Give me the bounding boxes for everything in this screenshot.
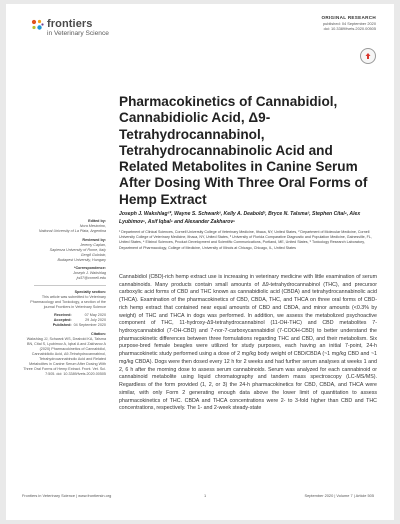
- editor-institution: National University of La Plata, Argentina: [38, 229, 106, 234]
- author-list: Joseph J. Wakshlag¹*, Wayne S. Schwark², Kelly A. Deabold³, Bryce N. Talsma³, Stephen Cital⁴, Alex Lyubimov⁵, Asif Iqbal⁵ and Alexander Zakharov⁵: [119, 211, 361, 225]
- specialty-block: [20, 290, 106, 310]
- correspondence-email[interactable]: jw37@cornell.edu: [76, 276, 106, 281]
- citation-text: Wakshlag JJ, Schwark WS, Deabold KA, Talsma BN, Cital S, Lyubimov A, Iqbal A and Zakharov A (2020) Pharmacokinetics of Cannabidiol, Cannabidiolic Acid, Δ9-Tetrahydrocannabinol, Tetrahydrocannabinolic Acid and Related Metabolites in Canine Serum After Dosing With Three Oral Forms of Hemp Extract. Front. Vet. Sci. 7:505. doi: 10.3389/fvets.2020.00505: [23, 336, 106, 377]
- editor-name: Nora Mestorino,: [79, 224, 106, 229]
- article-sidebar: [20, 219, 106, 381]
- published-date: 04 September 2020: [73, 323, 106, 328]
- abstract-text: Cannabidiol (CBD)-rich hemp extract use is increasing in veterinary medicine with little examination of serum cannabinoids. Many products contain small amounts of Δ9-tetrahydrocannabinol (THC), and precursor carboxylic acid forms of CBD and THC known as cannabidiolic acid (CBDA) and tetrahydrocannabinolic acid (THCA). Examination of the pharmacokinetics of CBD, CBDA, THC, and THCA on three oral forms of CBD-rich hemp extract that contained near equal amounts of CBD and CBDA, and minor amounts (<0.3% by weight) of THC and THCA in dogs was performed. In addition, we assess the metabolized psychoactive component of THC, 11-hydroxy-Δ9-tetrahydrocannabinol (11-OH-THC) and CBD metabolites 7-hydroxycannabidiol (7-OH-CBD) and 7-nor-7-carboxycannabidiol (7-COOH-CBD) to better understand the pharmacokinetic differences between three formulations regarding THC and CBD, and their metabolism. Six purpose-bred female beagles were utilized for study purposes, each having an initial 7-point, 24-h pharmacokinetic study performed using a dose of 2 mg/kg body weight of CBD/CBDA (~1 mg/kg CBD and ~1 mg/kg CBDA). Dogs were then dosed every 12 h for 2 weeks and had further serum analyses at weeks 1 and 2, 6 h after the morning dose to assess serum cannabinoids. Serum was analyzed for each cannabinoid or cannabinoid metabolite using liquid chromatography and tandem mass spectroscopy (LC-MS/MS). Regardless of the form provided (1, 2, or 3) the 24-h pharmacokinetics for CBD, CBDA, and THCA were similar, with only Form 2 generating enough data above the lower limit of quantitation to assess pharmacokinetics of THC. CBDA and THCA concentrations were 2- to 3-fold higher than CBD and THC concentrations, respectively. The 1- and 2-week steady-state: [119, 274, 377, 412]
- citation-label: Citation:: [91, 331, 106, 336]
- journal-brand: frontiers: [47, 18, 93, 30]
- check-for-updates-icon: [364, 52, 372, 60]
- received-label: Received:: [54, 313, 72, 318]
- publish-date: published: 04 September 2020: [323, 21, 376, 26]
- affiliations: ¹ Department of Clinical Sciences, Cornell University College of Veterinary Medicine, Ithaca, NY, United States, ² Department of Molecular Medicine, Cornell University College of Veterinary Medicine, Ithaca, NY, United States, ³ University of Florida Comparative Diagnostic and Population Medicine, Gainesville, FL, United States, ⁴ Elixinol Sciences, Product Development and Scientific Communications, Portland, ME, United States, ⁵ Toxicology Research Laboratory, Department of Pharmacology, College of Medicine, University of Illinois at Chicago, Chicago, IL, United States: [119, 230, 372, 250]
- reviewer-2-institution: Budapest University, Hungary: [57, 257, 106, 262]
- edited-label: Edited by:: [88, 219, 106, 223]
- check-for-updates-badge[interactable]: [360, 48, 376, 64]
- accepted-label: Accepted:: [53, 318, 72, 323]
- footer-journal-link[interactable]: Frontiers in Veterinary Science | www.frontiersin.org: [22, 493, 112, 498]
- accepted-date: 29 July 2020: [85, 318, 106, 323]
- specialty-label: Specialty section:: [74, 289, 106, 294]
- citation-block: [20, 332, 106, 377]
- article-meta: [236, 15, 376, 31]
- reviewed-label: Reviewed by:: [82, 237, 106, 242]
- reviewer-1-name: Jeremy Caplan,: [80, 242, 106, 247]
- specialty-text: This article was submitted to Veterinary Pharmacology and Toxicology, a section of the journal Frontiers in Veterinary Science: [30, 294, 106, 309]
- editor-block: [20, 219, 106, 234]
- footer-issue: September 2020 | Volume 7 | Article 505: [304, 493, 374, 498]
- sidebar-divider: [34, 285, 106, 286]
- article-page: [6, 4, 394, 520]
- received-date: 07 May 2020: [84, 313, 106, 318]
- article-doi[interactable]: doi: 10.3389/fvets.2020.00505: [323, 26, 376, 31]
- reviewer-2-name: Gergő Gulobár,: [80, 252, 106, 257]
- journal-name: in Veterinary Science: [47, 30, 109, 37]
- correspondence-block: [20, 266, 106, 281]
- frontiers-logo-icon: [31, 19, 44, 32]
- article-title: Pharmacokinetics of Cannabidiol, Cannabidiolic Acid, Δ9-Tetrahydrocannabinol, Tetrahydrocannabinolic Acid and Related Metabolites in Canine Serum After Dosing With Three Oral Forms of Hemp Extract: [119, 94, 368, 207]
- page-footer: [6, 491, 394, 501]
- journal-logo[interactable]: [31, 16, 131, 46]
- reviewer-1-institution: Sapienza University of Rome, Italy: [49, 247, 106, 252]
- article-type: ORIGINAL RESEARCH: [321, 15, 376, 20]
- correspondence-name: Joseph J. Wakshlag: [73, 271, 106, 276]
- reviewer-block: [20, 238, 106, 263]
- page-number: 1: [204, 493, 207, 498]
- published-label: Published:: [52, 323, 72, 328]
- correspondence-label: *Correspondence:: [74, 266, 106, 271]
- dates-block: [20, 313, 106, 328]
